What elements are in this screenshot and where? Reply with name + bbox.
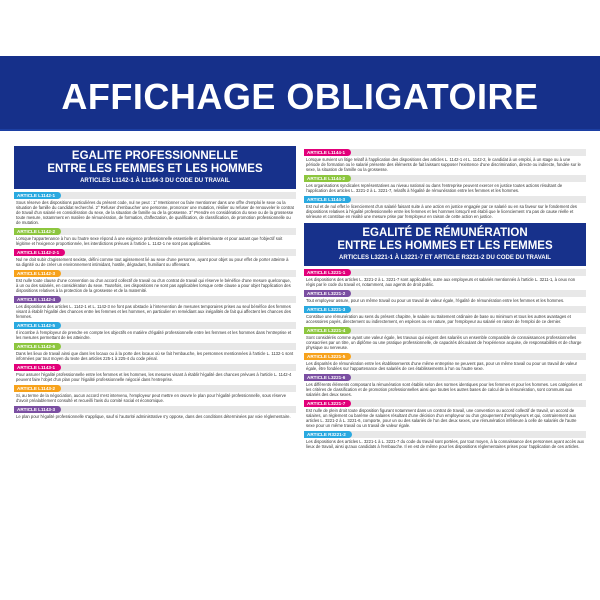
article-label xyxy=(14,385,296,392)
right-articles-list xyxy=(304,269,586,449)
article-block xyxy=(304,353,586,371)
article-text: Si, au terme de la négociation, aucun accord n'est intervenu, l'employeur peut mettre en œuvre le plan pour l'égalité professionnelle, sous réserve d'avoir préalablement consulté et recueilli l'avis du comité social et économique. xyxy=(16,393,287,403)
article-text: Pour assurer l'égalité professionnelle entre les femmes et les hommes, les mesures visant à établir l'égalité des chances prévues à l'article L. 1142-4 peuvent faire l'objet d'un plan pour l'égalité professionnelle négocié dans l'entreprise. xyxy=(16,372,292,382)
article-label xyxy=(14,322,296,329)
article-label-pill xyxy=(304,175,351,182)
article-text: Les disparités de rémunération entre les établissements d'une même entreprise ne peuvent pas, pour un même travail ou pour un travail de valeur égale, être fondées sur l'appartenance des salariés de ces établissements à l'un ou l'autre sexe. xyxy=(306,361,578,371)
section-title-line1: EGALITÉ DE RÉMUNÉRATION xyxy=(362,227,528,239)
article-label-text: ARTICLE L3221-2 xyxy=(307,291,346,296)
article-label-pill xyxy=(14,296,61,303)
article-label-text: ARTICLE L3221-6 xyxy=(307,375,346,380)
article-label-text: ARTICLE L3221-5 xyxy=(307,354,346,359)
article-block xyxy=(304,431,586,449)
section-subtitle: ARTICLES L3221-1 À L3221-7 ET ARTICLE R3221-2 DU CODE DU TRAVAIL xyxy=(339,255,551,261)
article-block xyxy=(304,327,586,350)
article-label xyxy=(304,269,586,276)
article-label-pill xyxy=(304,374,351,381)
article-text: Il incombe à l'employeur de prendre en compte les objectifs en matière d'égalité professionnelle entre les femmes et les hommes dans l'entreprise et les mesures permettant de les atteindre. xyxy=(16,330,292,340)
article-text: Le plan pour l'égalité professionnelle s'applique, sauf si l'autorité administrative s'y oppose, dans des conditions déterminées par voie réglementaire. xyxy=(16,414,291,419)
article-block xyxy=(14,192,296,225)
article-label-pill xyxy=(14,228,61,235)
right-column xyxy=(304,146,586,449)
article-label xyxy=(304,175,586,182)
article-label-text: ARTICLE L3221-1 xyxy=(307,270,346,275)
article-text: Constitue une rémunération au sens du présent chapitre, le salaire ou traitement ordinaire de base ou minimum et tous les autres avantages et accessoires payés, directement ou indirectement, en espèces ou en nature, par l'employeur au salarié en raison de l'emploi de ce dernier. xyxy=(306,314,571,324)
article-text: Nul ne doit subir d'agissement sexiste, défini comme tout agissement lié au sexe d'une personne, ayant pour objet ou pour effet de porter atteinte à sa dignité ou de créer un environnement intimidant, hostile, dégradant, humiliant ou offensant. xyxy=(16,257,289,267)
article-label-pill xyxy=(304,149,351,156)
article-block xyxy=(14,296,296,319)
article-label-pill xyxy=(14,385,61,392)
article-label xyxy=(304,149,586,156)
article-label-pill xyxy=(14,364,61,371)
article-label xyxy=(14,192,296,199)
article-label-text: ARTICLE L3221-7 xyxy=(307,401,346,406)
article-block xyxy=(304,400,586,428)
page-title: AFFICHAGE OBLIGATOIRE xyxy=(61,76,539,117)
article-label-text: ARTICLE L1144-2 xyxy=(307,176,346,181)
article-label xyxy=(14,343,296,350)
article-label xyxy=(14,270,296,277)
article-label-pill xyxy=(304,306,351,313)
article-label-pill xyxy=(304,269,351,276)
bottom-margin xyxy=(0,512,600,600)
top-margin xyxy=(0,0,600,56)
article-label-text: ARTICLE L1142-5 xyxy=(17,323,56,328)
left-articles-list xyxy=(14,192,296,419)
article-label-pill xyxy=(304,290,351,297)
article-label-pill xyxy=(304,327,351,334)
article-block xyxy=(14,406,296,419)
article-block xyxy=(304,374,586,397)
article-label-pill xyxy=(14,322,61,329)
article-label-text: ARTICLE L1144-1 xyxy=(307,150,346,155)
article-text: Les dispositions des articles L. 3221-2 à L. 3221-7 sont applicables, outre aux employeurs et salariés mentionnés à l'article L. 3211-1, à ceux non régis par le code du travail et, notamment, aux agents de droit public. xyxy=(306,277,576,287)
article-text: Les dispositions des articles L. 3221-1 à L. 3221-7 du code du travail sont portées, par tout moyen, à la connaissance des personnes ayant accès aux lieux de travail, ainsi qu'aux candidats à l'embauche. Il en est de même pour les dispositions réglementaires prises pour l'application de ces articles. xyxy=(306,439,584,449)
article-text: Lorsque survient un litige relatif à l'application des dispositions des articles L. 1142-1 et L. 1142-2, le candidat à un emploi, à un stage ou à une période de formation ou le salarié présente des éléments de fait laissant supposer l'existence d'une discrimination, directe ou indirecte, fondée sur le sexe, la situation de famille ou la grossesse. xyxy=(306,157,581,172)
article-text: Est nulle de plein droit toute disposition figurant notamment dans un contrat de travail, une convention ou accord collectif de travail, un accord de salaires, un règlement ou barème de salaires résultant d'une décision d'un employeur ou d'un groupement d'employeurs et qui, contrairement aux articles L. 3221-2 à L. 3221-6, comporte, pour un ou des salariés de l'un des deux sexes, une rémunération inférieure à celle de salariés de l'autre sexe pour un même travail ou un travail de valeur égale. xyxy=(306,408,577,428)
title-banner xyxy=(0,56,600,136)
section-header-egalite-remuneration xyxy=(304,223,586,266)
article-label xyxy=(304,374,586,381)
article-label-pill xyxy=(304,400,351,407)
article-text: Les organisations syndicales représentatives au niveau national ou dans l'entreprise peuvent exercer en justice toutes actions résultant de l'application des articles L. 3221-2 à L. 3221-7, relatifs à l'égalité de rémunération entre les femmes et les hommes. xyxy=(306,183,563,193)
article-block xyxy=(304,175,586,193)
article-label-text: ARTICLE L1143-3 xyxy=(17,407,56,412)
article-label-text: ARTICLE R3221-2 xyxy=(307,432,346,437)
article-block xyxy=(304,306,586,324)
article-label-pill xyxy=(14,192,61,199)
article-label-text: ARTICLE L1143-2 xyxy=(17,386,56,391)
article-block xyxy=(14,270,296,293)
article-label-text: ARTICLE L1142-2 xyxy=(17,229,56,234)
article-label-text: ARTICLE L1142-2-1 xyxy=(17,250,60,255)
article-label xyxy=(14,249,296,256)
article-block xyxy=(14,343,296,361)
section-header-egalite-professionnelle xyxy=(14,146,296,189)
article-label xyxy=(304,431,586,438)
article-block xyxy=(14,364,296,382)
article-text: Les différents éléments composant la rémunération sont établis selon des normes identiques pour les femmes et pour les hommes. Les catégories et les critères de classification et de promotion professionnelles ainsi que toutes les autres bases de calcul de la rémunération, sont communs aux salariés des deux sexes. xyxy=(306,382,583,397)
article-label xyxy=(304,290,586,297)
section-title-line2: ENTRE LES FEMMES ET LES HOMMES xyxy=(47,163,263,175)
article-label-pill xyxy=(14,270,61,277)
article-label xyxy=(14,364,296,371)
article-block xyxy=(14,228,296,246)
article-text: Dans les lieux de travail ainsi que dans les locaux ou à la porte des locaux où se fait l'embauche, les personnes mentionnées à l'article L. 1132-1 sont informées par tout moyen du texte des articles 225-1 à 225-4 du code pénal. xyxy=(16,351,294,361)
article-label-pill xyxy=(14,406,61,413)
left-column xyxy=(14,146,296,419)
article-label xyxy=(304,196,586,203)
section-title-line2: ENTRE LES HOMMES ET LES FEMMES xyxy=(337,240,553,252)
article-label-pill xyxy=(304,196,351,203)
article-label-text: ARTICLE L3221-3 xyxy=(307,307,346,312)
article-text: Sont considérés comme ayant une valeur égale, les travaux qui exigent des salariés un ensemble comparable de connaissances professionnelles consacrées par un titre, un diplôme ou une pratique professionnelle, de capacités découlant de l'expérience acquise, de responsabilités et de charge physique ou nerveuse. xyxy=(306,335,582,350)
article-label-text: ARTICLE L1142-3 xyxy=(17,271,56,276)
article-label xyxy=(304,306,586,313)
article-label-text: ARTICLE L3221-4 xyxy=(307,328,346,333)
article-text: Tout employeur assure, pour un même travail ou pour un travail de valeur égale, l'égalité de rémunération entre les femmes et les hommes. xyxy=(306,298,565,303)
article-label xyxy=(304,400,586,407)
article-block xyxy=(14,249,296,267)
article-label-pill xyxy=(304,353,351,360)
right-top-articles-list xyxy=(304,149,586,219)
article-label xyxy=(14,228,296,235)
article-block xyxy=(304,149,586,172)
article-label-text: ARTICLE L1144-3 xyxy=(307,197,346,202)
article-text: Sous réserve des dispositions particulières du présent code, nul ne peut : 1° Mentionner ou faire mentionner dans une offre d'emploi le sexe ou la situation de famille du candidat recherché. 2° Refuser d'embaucher une personne, prononcer une mutation, résilier ou refuser de renouveler le contrat de travail d'un salarié en considération du sexe, de la situation de famille ou de la grossesse. 3° Prendre en considération du sexe ou de la grossesse toute mesure, notamment en matière de rémunération, de formation, d'affectation, de qualification, de classification, de promotion professionnelle ou de mutation. xyxy=(16,200,294,225)
section-subtitle: ARTICLES L1142-1 À L1144-3 DU CODE DU TRAVAIL xyxy=(80,178,230,184)
article-label-pill xyxy=(304,431,352,438)
article-text: Est nul et de nul effet le licenciement d'un salarié faisant suite à une action en justice engagée par ce salarié ou en sa faveur sur le fondement des dispositions relatives à l'égalité professionnelle entre les femmes et les hommes lorsqu'il est établi que le licenciement n'a pas de cause réelle et sérieuse et constitue en réalité une mesure prise par l'employeur en raison de cette action en justice. xyxy=(306,204,577,219)
article-label-text: ARTICLE L1142-1 xyxy=(17,193,56,198)
article-text: Est nulle toute clause d'une convention ou d'un accord collectif de travail ou d'un contrat de travail qui réserve le bénéfice d'une mesure quelconque, à un ou des salariés, en considération du sexe. Toutefois, ces dispositions ne sont pas applicables lorsque cette clause a pour objet l'application des dispositions relatives à la protection de la grossesse et de la maternité. xyxy=(16,278,291,293)
article-label xyxy=(14,296,296,303)
article-block xyxy=(304,196,586,219)
article-label-text: ARTICLE L1142-6 xyxy=(17,344,56,349)
article-block xyxy=(304,269,586,287)
article-label-pill xyxy=(14,343,61,350)
article-block xyxy=(14,322,296,340)
article-label-text: ARTICLE L1142-4 xyxy=(17,297,56,302)
section-title-line1: EGALITE PROFESSIONNELLE xyxy=(71,150,239,162)
article-label-pill xyxy=(14,249,65,256)
article-block xyxy=(304,290,586,303)
article-label xyxy=(304,353,586,360)
article-label xyxy=(14,406,296,413)
article-text: Lorsque l'appartenance à l'un ou l'autre sexe répond à une exigence professionnelle essentielle et déterminante et pour autant que l'objectif soit légitime et l'exigence proportionnée, les interdictions prévues à l'article L. 1142-1 ne sont pas applicables. xyxy=(16,236,283,246)
article-label xyxy=(304,327,586,334)
article-label-text: ARTICLE L1143-1 xyxy=(17,365,56,370)
article-text: Les dispositions des articles L. 1142-1 et L. 1142-3 ne font pas obstacle à l'intervention de mesures temporaires prises au seul bénéfice des femmes visant à établir l'égalité des chances entre les femmes et les hommes, en particulier en remédiant aux inégalités de fait qui affectent les chances des femmes. xyxy=(16,304,291,319)
article-block xyxy=(14,385,296,403)
